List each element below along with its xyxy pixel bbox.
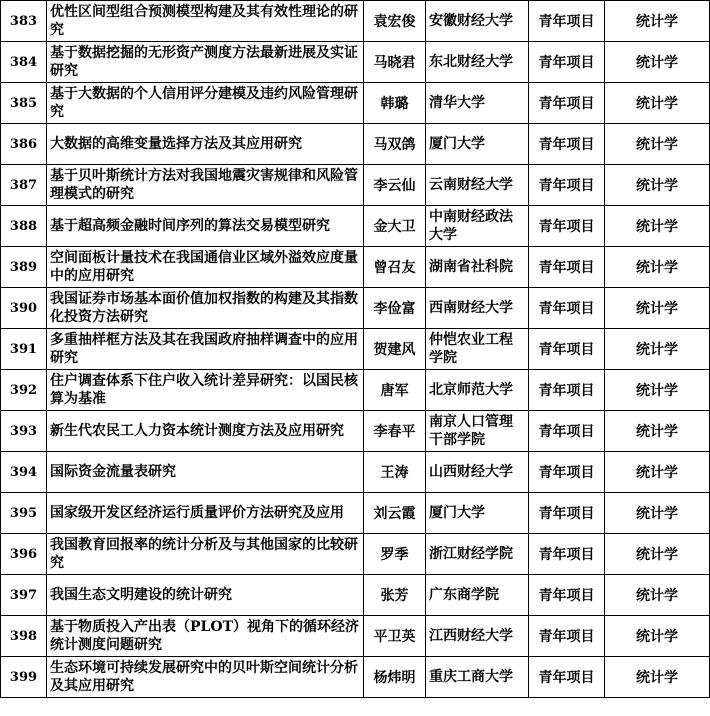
table-row xyxy=(1,616,710,657)
discipline: 统计学 xyxy=(605,575,710,616)
table-row xyxy=(1,329,710,370)
project-category: 青年项目 xyxy=(529,206,605,247)
project-category: 青年项目 xyxy=(529,534,605,575)
project-leader: 李云仙 xyxy=(364,165,426,206)
project-category: 青年项目 xyxy=(529,370,605,411)
project-leader: 李俭富 xyxy=(364,288,426,329)
project-leader: 贺建风 xyxy=(364,329,426,370)
project-leader: 唐军 xyxy=(364,370,426,411)
project-title: 我国教育回报率的统计分析及与其他国家的比较研究 xyxy=(47,534,364,575)
project-category: 青年项目 xyxy=(529,83,605,124)
table-row xyxy=(1,124,710,165)
project-title: 基于大数据的个人信用评分建模及违约风险管理研究 xyxy=(47,83,364,124)
project-leader: 刘云霞 xyxy=(364,493,426,534)
project-title: 生态环境可持续发展研究中的贝叶斯空间统计分析及其应用研究 xyxy=(47,657,364,698)
project-leader: 马晓君 xyxy=(364,42,426,83)
institution: 仲恺农业工程学院 xyxy=(426,329,529,370)
discipline: 统计学 xyxy=(605,288,710,329)
discipline: 统计学 xyxy=(605,370,710,411)
discipline: 统计学 xyxy=(605,206,710,247)
institution: 东北财经大学 xyxy=(426,42,529,83)
discipline: 统计学 xyxy=(605,657,710,698)
project-leader: 马双鸽 xyxy=(364,124,426,165)
project-leader: 平卫英 xyxy=(364,616,426,657)
row-number: 390 xyxy=(1,288,47,329)
row-number: 398 xyxy=(1,616,47,657)
project-leader: 韩璐 xyxy=(364,83,426,124)
institution: 江西财经大学 xyxy=(426,616,529,657)
project-category: 青年项目 xyxy=(529,575,605,616)
project-category: 青年项目 xyxy=(529,452,605,493)
discipline: 统计学 xyxy=(605,83,710,124)
institution: 中南财经政法大学 xyxy=(426,206,529,247)
project-title: 我国证券市场基本面价值加权指数的构建及其指数化投资方法研究 xyxy=(47,288,364,329)
table-row xyxy=(1,534,710,575)
project-leader: 王涛 xyxy=(364,452,426,493)
project-category: 青年项目 xyxy=(529,329,605,370)
row-number: 395 xyxy=(1,493,47,534)
row-number: 385 xyxy=(1,83,47,124)
institution: 浙江财经学院 xyxy=(426,534,529,575)
project-category: 青年项目 xyxy=(529,616,605,657)
institution: 重庆工商大学 xyxy=(426,657,529,698)
project-leader: 李春平 xyxy=(364,411,426,452)
row-number: 399 xyxy=(1,657,47,698)
institution: 西南财经大学 xyxy=(426,288,529,329)
project-title: 大数据的高维变量选择方法及其应用研究 xyxy=(47,124,364,165)
discipline: 统计学 xyxy=(605,124,710,165)
table-row xyxy=(1,411,710,452)
project-leader: 罗季 xyxy=(364,534,426,575)
row-number: 383 xyxy=(1,1,47,42)
institution: 湖南省社科院 xyxy=(426,247,529,288)
institution: 厦门大学 xyxy=(426,124,529,165)
institution: 广东商学院 xyxy=(426,575,529,616)
project-title: 我国生态文明建设的统计研究 xyxy=(47,575,364,616)
project-title: 空间面板计量技术在我国通信业区域外溢效应度量中的应用研究 xyxy=(47,247,364,288)
row-number: 393 xyxy=(1,411,47,452)
project-title: 基于超高频金融时间序列的算法交易模型研究 xyxy=(47,206,364,247)
project-title: 基于物质投入产出表（PLOT）视角下的循环经济统计测度问题研究 xyxy=(47,616,364,657)
project-category: 青年项目 xyxy=(529,42,605,83)
project-category: 青年项目 xyxy=(529,288,605,329)
discipline: 统计学 xyxy=(605,165,710,206)
institution: 山西财经大学 xyxy=(426,452,529,493)
discipline: 统计学 xyxy=(605,247,710,288)
discipline: 统计学 xyxy=(605,493,710,534)
table-row xyxy=(1,42,710,83)
table-row xyxy=(1,206,710,247)
discipline: 统计学 xyxy=(605,1,710,42)
project-category: 青年项目 xyxy=(529,165,605,206)
table-row xyxy=(1,165,710,206)
discipline: 统计学 xyxy=(605,329,710,370)
row-number: 388 xyxy=(1,206,47,247)
project-category: 青年项目 xyxy=(529,1,605,42)
institution: 云南财经大学 xyxy=(426,165,529,206)
discipline: 统计学 xyxy=(605,411,710,452)
discipline: 统计学 xyxy=(605,452,710,493)
row-number: 386 xyxy=(1,124,47,165)
project-leader: 袁宏俊 xyxy=(364,1,426,42)
table-row xyxy=(1,493,710,534)
institution: 北京师范大学 xyxy=(426,370,529,411)
institution: 安徽财经大学 xyxy=(426,1,529,42)
table-row xyxy=(1,288,710,329)
row-number: 397 xyxy=(1,575,47,616)
row-number: 391 xyxy=(1,329,47,370)
project-title: 多重抽样框方法及其在我国政府抽样调查中的应用研究 xyxy=(47,329,364,370)
row-number: 384 xyxy=(1,42,47,83)
project-title: 新生代农民工人力资本统计测度方法及应用研究 xyxy=(47,411,364,452)
row-number: 387 xyxy=(1,165,47,206)
institution: 厦门大学 xyxy=(426,493,529,534)
table-row xyxy=(1,1,710,42)
project-category: 青年项目 xyxy=(529,411,605,452)
project-category: 青年项目 xyxy=(529,124,605,165)
discipline: 统计学 xyxy=(605,534,710,575)
project-category: 青年项目 xyxy=(529,493,605,534)
table-row xyxy=(1,575,710,616)
project-title: 优性区间型组合预测模型构建及其有效性理论的研究 xyxy=(47,1,364,42)
row-number: 389 xyxy=(1,247,47,288)
discipline: 统计学 xyxy=(605,616,710,657)
project-category: 青年项目 xyxy=(529,657,605,698)
project-leader: 金大卫 xyxy=(364,206,426,247)
table-row xyxy=(1,370,710,411)
table-row xyxy=(1,247,710,288)
project-title: 住户调查体系下住户收入统计差异研究：以国民核算为基准 xyxy=(47,370,364,411)
row-number: 392 xyxy=(1,370,47,411)
project-category: 青年项目 xyxy=(529,247,605,288)
project-table-body xyxy=(1,1,710,698)
discipline: 统计学 xyxy=(605,42,710,83)
table-row xyxy=(1,452,710,493)
row-number: 394 xyxy=(1,452,47,493)
project-leader: 杨炜明 xyxy=(364,657,426,698)
institution: 南京人口管理干部学院 xyxy=(426,411,529,452)
project-title: 国际资金流量表研究 xyxy=(47,452,364,493)
project-title: 国家级开发区经济运行质量评价方法研究及应用 xyxy=(47,493,364,534)
project-leader: 张芳 xyxy=(364,575,426,616)
row-number: 396 xyxy=(1,534,47,575)
project-title: 基于贝叶斯统计方法对我国地震灾害规律和风险管理模式的研究 xyxy=(47,165,364,206)
project-title: 基于数据挖掘的无形资产测度方法最新进展及实证研究 xyxy=(47,42,364,83)
project-leader: 曾召友 xyxy=(364,247,426,288)
table-row xyxy=(1,657,710,698)
table-row xyxy=(1,83,710,124)
institution: 清华大学 xyxy=(426,83,529,124)
